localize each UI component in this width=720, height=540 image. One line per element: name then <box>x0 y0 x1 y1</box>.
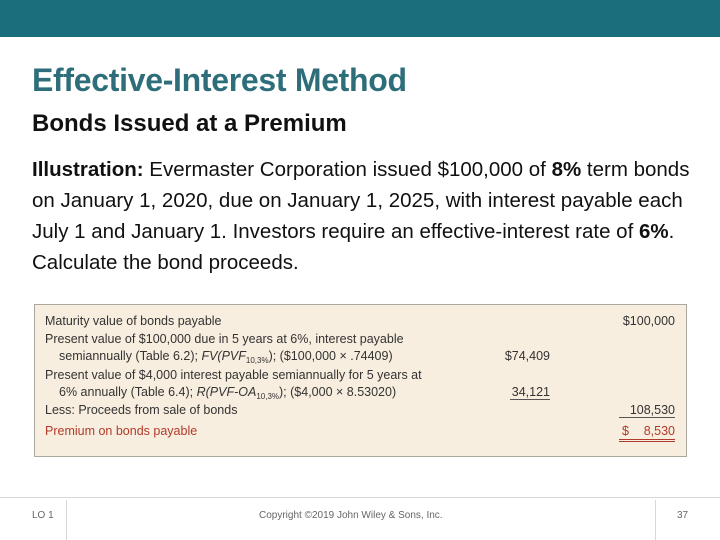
footer-separator-right <box>655 500 656 540</box>
row-pv-principal-label-2 <box>59 349 393 365</box>
row-pv-interest-calc: ); ($4,000 × 8.53020) <box>279 385 397 399</box>
slide-subtitle: Bonds Issued at a Premium <box>32 110 347 137</box>
illustration-text-1: Evermaster Corporation issued $100,000 of <box>143 158 552 181</box>
row-pv-interest-text: 6% annually (Table 6.4); <box>59 385 197 399</box>
row-pv-principal-formula: FV(PVF <box>201 349 246 363</box>
row-pv-interest-formula: R(PVF-OA <box>196 385 257 399</box>
row-pv-interest-label-1: Present value of $4,000 interest payable semiannually for 5 years at <box>45 368 422 382</box>
row-pv-principal-calc: ); ($100,000 × .74409) <box>268 349 393 363</box>
row-premium-dollar: $ <box>622 424 629 438</box>
footer-learning-objective: LO 1 <box>32 510 54 521</box>
illustration-text-2: term bonds on January 1, 2020, due on January 1, 2025, with interest payable each July 1 and January 1. Investors require an effective-interest rate of <box>32 158 690 243</box>
footer-divider <box>0 497 720 498</box>
footer-copyright: Copyright ©2019 John Wiley & Sons, Inc. <box>259 510 443 521</box>
row-pv-principal-subscript: 10,3% <box>245 356 269 365</box>
row-pv-interest-value: 34,121 <box>511 385 550 399</box>
illustration-label: Illustration: <box>32 158 144 181</box>
row-pv-principal-label-1: Present value of $100,000 due in 5 years at 6%, interest payable <box>45 332 404 346</box>
footer-separator-left <box>66 500 67 540</box>
row-premium-total: 8,530 <box>619 424 675 442</box>
footer-page-number: 37 <box>677 510 689 521</box>
header-bar <box>0 0 720 37</box>
row-proceeds-total: 108,530 <box>619 403 675 418</box>
effective-rate: 6% <box>638 220 669 243</box>
row-proceeds-label: Less: Proceeds from sale of bonds <box>45 403 238 417</box>
slide-title: Effective-Interest Method <box>32 62 407 98</box>
computation-table <box>34 304 687 457</box>
illustration-paragraph <box>32 154 702 278</box>
row-pv-principal-value: $74,409 <box>504 349 550 363</box>
row-maturity-label: Maturity value of bonds payable <box>45 314 222 328</box>
row-premium-label: Premium on bonds payable <box>45 424 198 438</box>
coupon-rate: 8% <box>551 158 582 181</box>
row-pv-principal-text: semiannually (Table 6.2); <box>59 349 202 363</box>
row-pv-interest-label-2 <box>59 385 396 401</box>
row-pv-interest-subscript: 10,3% <box>256 392 280 401</box>
row-maturity-total: $100,000 <box>622 314 675 328</box>
illustration-text-3: . Calculate the bond proceeds. <box>32 220 675 274</box>
